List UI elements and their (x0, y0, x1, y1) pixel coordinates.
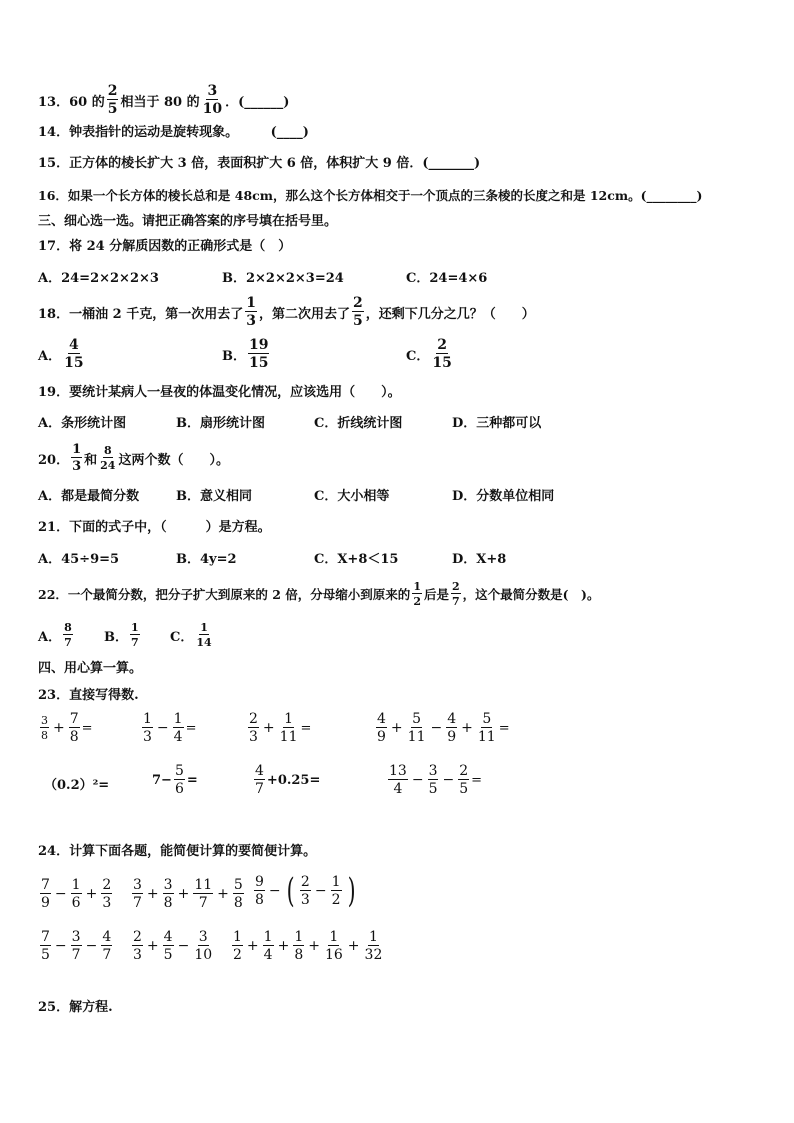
q23-expr-1: $\frac{3}{8}$ + $\frac{7}{8}$ = (41, 711, 93, 745)
q23-expr-2: $\frac{1}{3}$ − $\frac{1}{4}$ = (143, 711, 197, 745)
q24-expr-4: $\frac{7}{5}$ − $\frac{3}{7}$ − $\frac{4}{7}$ (41, 929, 112, 963)
q22-option-b: B． $\frac{1}{7}$ (104, 621, 139, 649)
fraction: $\frac{2}{7}$ (451, 580, 460, 608)
q19-option-a: A．条形统计图 (38, 416, 127, 431)
right-paren: ) (347, 871, 356, 911)
question-18: 18．一桶油 2 千克，第一次用去了 $\frac{1}{3}$ ，第二次用去了 $\frac{2}{5}$ ，还剩下几分之几？（ ） (38, 295, 535, 329)
fraction: $\frac{1}{3}$ (246, 295, 256, 329)
fraction: $\frac{8}{24}$ (100, 444, 116, 472)
q23-expr-8: $\frac{13}{4}$ − $\frac{3}{5}$ − $\frac{2}{5}$ = (389, 763, 483, 797)
fraction: $\frac{8}{7}$ (64, 621, 72, 649)
question-15: 15．正方体的棱长扩大 3 倍，表面积扩大 6 倍，体积扩大 9 倍．(_______) (38, 156, 481, 171)
q23-expr-4: $\frac{4}{9}$ + $\frac{5}{11}$ − $\frac{4}{9}$ + $\frac{5}{11}$ = (377, 711, 510, 745)
q24-expr-6: $\frac{1}{2}$ + $\frac{1}{4}$ + $\frac{1}{8}$ + $\frac{1}{16}$ + $\frac{1}{32}$ (233, 929, 383, 963)
fraction: $\frac{4}{15}$ (64, 337, 84, 371)
q23-expr-5: （0.2）²= (44, 778, 110, 793)
q24-expr-5: $\frac{2}{3}$ + $\frac{4}{5}$ − $\frac{3}{10}$ (133, 929, 213, 963)
q21-option-d: D．X+8 (452, 552, 507, 567)
question-19: 19．要统计某病人一昼夜的体温变化情况，应该选用（ ）。 (38, 385, 401, 400)
q21-option-c: C．X+8＜15 (314, 552, 399, 567)
fraction: $\frac{2}{5}$ (107, 83, 118, 117)
q19-option-b: B．扇形统计图 (176, 416, 265, 431)
fraction: $\frac{2}{5}$ (352, 295, 363, 329)
left-paren: ( (286, 871, 295, 911)
fraction: $\frac{2}{15}$ (432, 337, 452, 371)
question-20: 20． $\frac{1}{3}$ 和 $\frac{8}{24}$ 这两个数（ ）。 (38, 442, 229, 474)
q17-option-a: A．24=2×2×2×3 (38, 271, 159, 286)
q22-option-a: A． $\frac{8}{7}$ (38, 621, 72, 649)
question-14: 14．钟表指针的运动是旋转现象。 (____) (38, 125, 309, 140)
q22-option-c: C． $\frac{1}{14}$ (170, 621, 212, 649)
q17-option-b: B．2×2×2×3=24 (222, 271, 344, 286)
q19-option-d: D．三种都可以 (452, 416, 542, 431)
q13-text: 相当于 80 的 (120, 94, 200, 110)
question-24: 24．计算下面各题，能简便计算的要简便计算。 (38, 844, 317, 859)
q20-option-b: B．意义相同 (176, 489, 252, 504)
q20-option-d: D．分数单位相同 (452, 489, 555, 504)
q21-option-b: B．4y=2 (176, 552, 237, 567)
question-16: 16．如果一个长方体的棱长总和是 48cm，那么这个长方体相交于一个顶点的三条棱的长度之和是 12cm。(________) (38, 188, 703, 203)
q13-answer-blank: ．(______) (225, 94, 290, 110)
question-22: 22．一个最简分数，把分子扩大到原来的 2 倍，分母缩小到原来的 $\frac{1}{2}$ 后是 $\frac{2}{7}$ ，这个最简分数是( )。 (38, 580, 600, 608)
section-4-heading: 四、用心算一算。 (38, 661, 143, 676)
q19-option-c: C．折线统计图 (314, 416, 403, 431)
q18-option-c: C． $\frac{2}{15}$ (406, 337, 452, 371)
question-13 (38, 84, 289, 116)
question-17: 17．将 24 分解质因数的正确形式是（ ） (38, 239, 292, 254)
question-23: 23．直接写得数. (38, 688, 139, 703)
q18-option-a: A． $\frac{4}{15}$ (38, 337, 84, 371)
q17-option-c: C．24=4×6 (406, 271, 488, 286)
q24-expr-3: $\frac{9}{8}$ − ( $\frac{2}{3}$ − $\frac{1}{2}$ ) (255, 871, 356, 911)
question-25: 25．解方程. (38, 1000, 113, 1015)
fraction: $\frac{1}{3}$ (72, 442, 82, 474)
q13-text: 13．60 的 (38, 94, 105, 110)
q23-expr-3: $\frac{2}{3}$ + $\frac{1}{11}$ = (249, 711, 312, 745)
q20-option-c: C．大小相等 (314, 489, 390, 504)
q24-expr-2: $\frac{3}{7}$ + $\frac{3}{8}$ + $\frac{11}{7}$ + $\frac{5}{8}$ (133, 877, 243, 911)
fraction: $\frac{1}{7}$ (131, 621, 139, 649)
q24-expr-1: $\frac{7}{9}$ − $\frac{1}{6}$ + $\frac{2}{3}$ (41, 877, 112, 911)
q18-option-b: B． $\frac{19}{15}$ (222, 337, 269, 371)
section-3-heading: 三、细心选一选。请把正确答案的序号填在括号里。 (38, 214, 338, 229)
q20-option-a: A．都是最简分数 (38, 489, 140, 504)
fraction: $\frac{1}{2}$ (413, 580, 421, 608)
q21-option-a: A．45÷9=5 (38, 552, 120, 567)
question-21: 21．下面的式子中，（ ）是方程。 (38, 520, 271, 535)
fraction: $\frac{3}{10}$ (202, 83, 223, 117)
fraction: $\frac{1}{14}$ (196, 621, 212, 649)
q23-expr-7: $\frac{4}{7}$ +0.25= (255, 763, 321, 797)
fraction: $\frac{19}{15}$ (249, 337, 269, 371)
q23-expr-6: 7− $\frac{5}{6}$ = (152, 763, 198, 797)
